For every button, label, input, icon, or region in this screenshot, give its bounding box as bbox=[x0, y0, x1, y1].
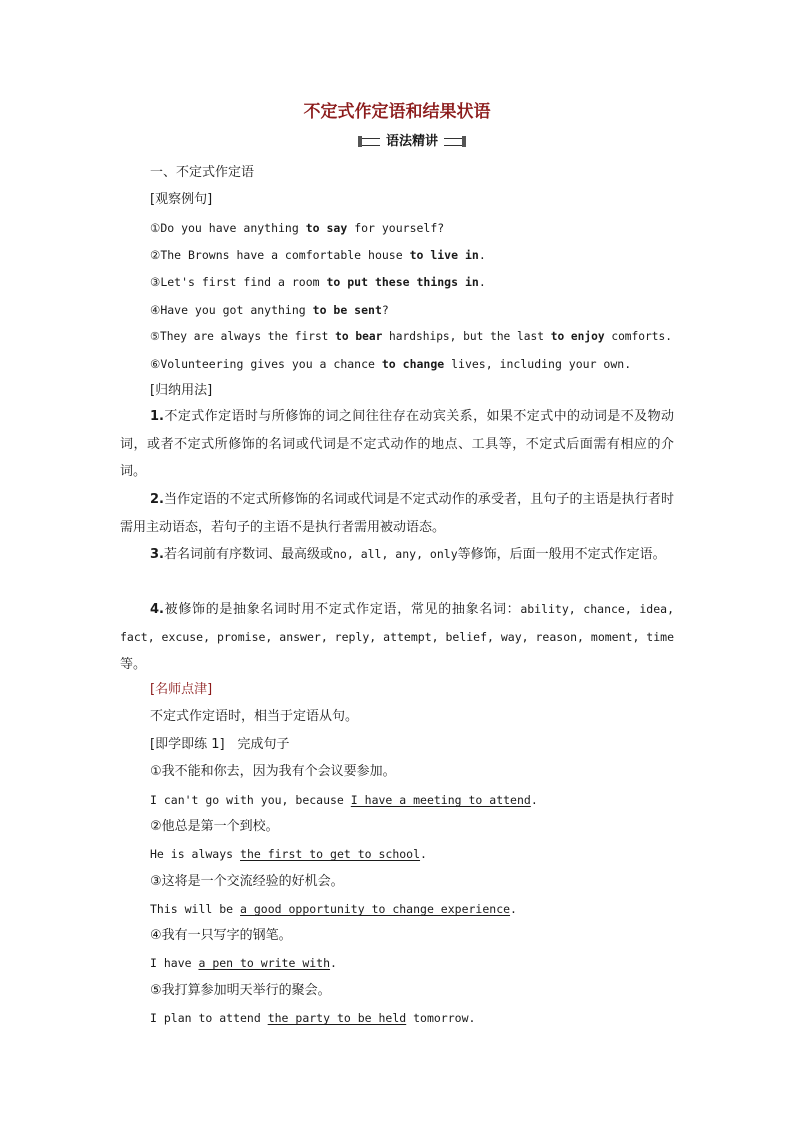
observe-label: [观察例句] bbox=[150, 192, 213, 207]
tip-text: 不定式作定语时，相当于定语从句。 bbox=[150, 709, 359, 724]
practice-answer: I have a pen to write with. bbox=[150, 956, 337, 970]
usage-rule: 4.被修饰的是抽象名词时用不定式作定语，常见的抽象名词：ability, chance, idea, fact, excuse, promise, answer, reply, attempt, belief, way, reason, moment, time等。 bbox=[120, 602, 674, 672]
practice-prompt: ④我有一只写字的钢笔。 bbox=[150, 928, 292, 943]
usage-rule: 2.当作定语的不定式所修饰的名词或代词是不定式动作的承受者，且句子的主语是执行者时需用主动语态，若句子的主语不是执行者需用被动语态。 bbox=[120, 492, 674, 535]
usage-rule: 3.若名词前有序数词、最高级或no, all, any, only等修饰，后面一般用不定式作定语。 bbox=[150, 547, 666, 562]
practice-answer: I plan to attend the party to be held tomorrow. bbox=[150, 1011, 476, 1025]
practice-answer: I can't go with you, because I have a meeting to attend. bbox=[150, 793, 538, 807]
banner-label: 语法精讲 bbox=[380, 133, 444, 151]
example-sentence: ④Have you got anything to be sent? bbox=[150, 303, 389, 317]
practice-prompt: ③这将是一个交流经验的好机会。 bbox=[150, 874, 344, 889]
example-sentence: ③Let's first find a room to put these things in. bbox=[150, 275, 486, 289]
page-title: 不定式作定语和结果状语 bbox=[303, 102, 491, 122]
example-sentence: ⑤They are always the first to bear hardships, but the last to enjoy comforts. bbox=[150, 330, 672, 343]
practice-label: [即学即练 1] 完成句子 bbox=[150, 737, 290, 752]
section-banner bbox=[358, 133, 466, 151]
example-sentence: ②The Browns have a comfortable house to live in. bbox=[150, 248, 486, 262]
practice-answer: He is always the first to get to school. bbox=[150, 847, 427, 861]
example-sentence: ⑥Volunteering gives you a chance to change lives, including your own. bbox=[150, 357, 632, 371]
usage-label: [归纳用法] bbox=[150, 383, 213, 398]
section-heading: 一、不定式作定语 bbox=[150, 165, 255, 180]
practice-prompt: ⑤我打算参加明天举行的聚会。 bbox=[150, 983, 331, 998]
practice-prompt: ①我不能和你去，因为我有个会议要参加。 bbox=[150, 764, 396, 779]
tip-label: [名师点津] bbox=[150, 682, 213, 697]
usage-rule: 1.不定式作定语时与所修饰的词之间往往存在动宾关系，如果不定式中的动词是不及物动词，或者不定式所修饰的名词或代词是不定式动作的地点、工具等，不定式后面需有相应的介词。 bbox=[120, 409, 674, 479]
example-sentence: ①Do you have anything to say for yourself? bbox=[150, 221, 445, 235]
practice-answer: This will be a good opportunity to change experience. bbox=[150, 902, 517, 916]
practice-prompt: ②他总是第一个到校。 bbox=[150, 819, 279, 834]
